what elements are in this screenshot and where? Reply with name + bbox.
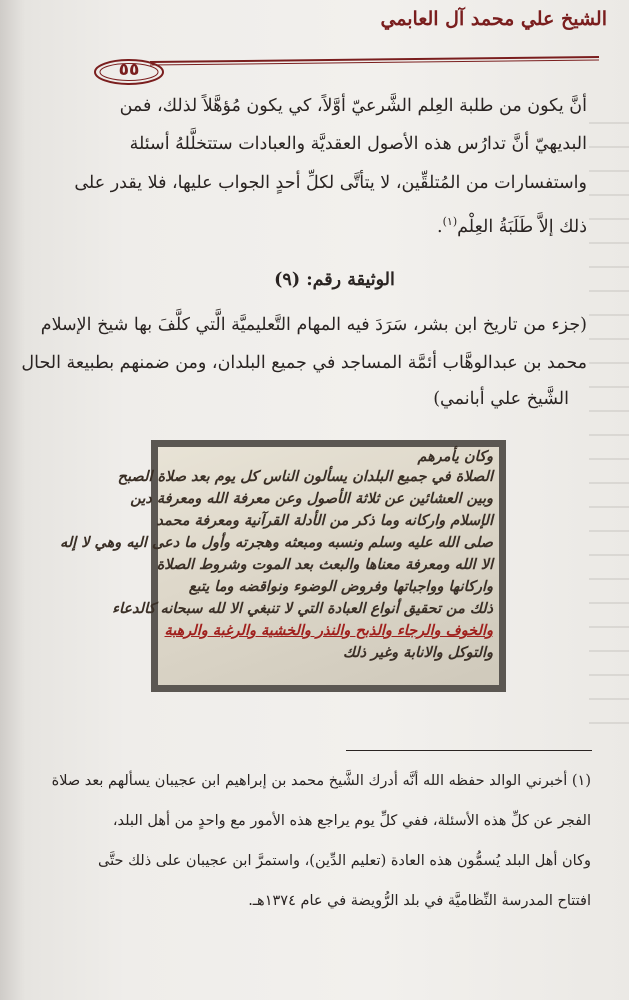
bleed-through-texture	[589, 100, 629, 740]
manuscript-line-8: ذلك من تحقيق أنواع العبادة التي لا تنبغي الا لله سبحانه كالدعاء	[112, 601, 493, 617]
manuscript-line-10: والتوكل والانابة وغير ذلك	[343, 645, 493, 661]
paragraph-line-1: أنَّ يكون من طلبة العِلم الشَّرعيّ أوَّلاً، كي يكون مُؤهَّلاً لذلك، فمن	[119, 96, 587, 116]
manuscript-line-9: والخوف والرجاء والذبح والنذر والخشية والرغبة والرهبة	[164, 623, 493, 639]
manuscript-paper	[59, 447, 499, 685]
footnote-line-1: (١) أخبرني الوالد حفظه الله أنَّه أدرك الشَّيخ محمد بن إبراهيم ابن عجيبان يسألهم بعد صلاة	[51, 773, 591, 789]
running-title: الشيخ علي محمد آل العابمي	[380, 8, 607, 30]
caption-line-3: الشَّيخ علي أبانمي)	[433, 389, 569, 409]
footnote-divider	[346, 750, 592, 751]
header-rule	[150, 55, 599, 67]
footnote-line-4: افتتاح المدرسة النِّظاميَّة في بلد الرُّويضة في عام ١٣٧٤هـ.	[248, 893, 591, 909]
footnote-marker: (١)	[442, 215, 458, 228]
caption-line-2: محمد بن عبدالوهَّاب أئمَّة المساجد في جميع البلدان، ومن ضمنهم بطبيعة الحال	[21, 353, 587, 373]
footnote-line-3: وكان أهل البلد يُسمُّون هذه العادة (تعليم الدِّين)، واستمرَّ ابن عجيبان على ذلك حتَّى	[98, 853, 591, 869]
manuscript-line-7: واركانها وواجباتها وفروض الوضوء ونواقضه وما يتبع	[188, 579, 493, 595]
caption-line-1: (جزء من تاريخ ابن بشر، سَرَدَ فيه المهام التَّعليميَّة الَّتي كلَّفَ بها شيخ الإسلام	[40, 315, 587, 335]
paragraph-line-3: واستفسارات من المُتلقِّين، لا يتأتَّى لكلِّ أحدٍ الجواب عليها، فلا يقدر على	[74, 173, 587, 193]
manuscript-line-4: الإسلام واركانه وما ذكر من الأدلة القرآنية ومعرفة محمد	[156, 513, 493, 529]
paragraph-line-2: البديهيّ أنَّ تدارُس هذه الأصول العقديَّة والعبادات ستتخلَّلهُ أسئلة	[129, 134, 587, 154]
document-heading: الوثيقة رقم: (٩)	[274, 270, 395, 290]
paragraph-line-4-text: ذلك إلاَّ طَلَبَةُ العِلْم	[457, 216, 587, 237]
manuscript-line-2: الصلاة في جميع البلدان يسألون الناس كل يوم بعد صلاة الصبح	[117, 469, 493, 485]
manuscript-line-1: وكان يأمرهم	[417, 449, 493, 465]
page-number: ٥٥	[118, 60, 140, 80]
manuscript-line-3: وبين العشائين عن ثلاثة الأصول وعن معرفة الله ومعرفة دين	[130, 491, 493, 507]
manuscript-image	[59, 440, 506, 692]
paragraph-line-4: ذلك إلاَّ طَلَبَةُ العِلْم$^{(١)}$.	[437, 215, 587, 237]
manuscript-line-6: الا الله ومعرفة معناها والبعث بعد الموت وشروط الصلاة	[156, 557, 493, 573]
footnote-line-2: الفجر عن كلِّ هذه الأسئلة، ففي كلِّ يوم يراجع هذه الأمور مع واحدٍ من أهل البلد،	[112, 813, 591, 829]
manuscript-line-5: صلى الله عليه وسلم ونسبه ومبعثه وهجرته وأول ما دعى اليه وهي لا إله	[59, 535, 493, 551]
